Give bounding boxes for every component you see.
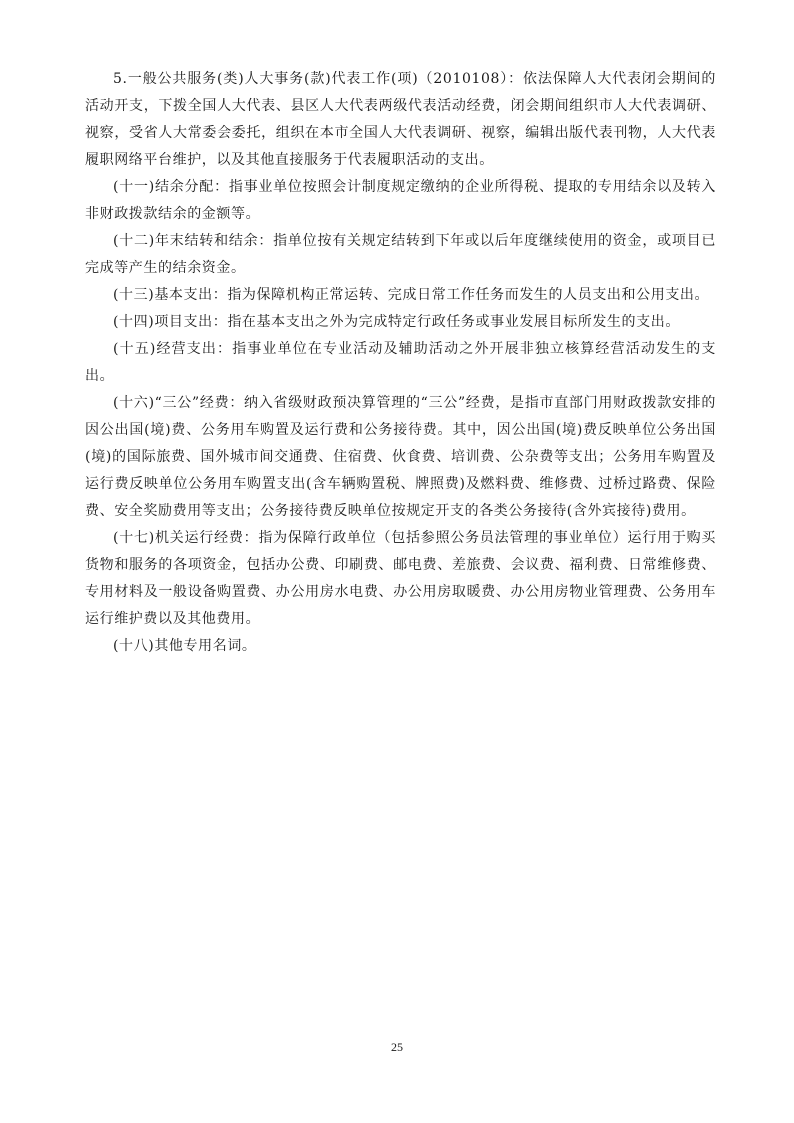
paragraph-surplus-distribution: (十一)结余分配：指事业单位按照会计制度规定缴纳的企业所得税、提取的专用结余以及转入非财政拨款结余的金额等。	[85, 179, 716, 222]
paragraph-project-expenditure: (十四)项目支出：指在基本支出之外为完成特定行政任务或事业发展目标所发生的支出。	[113, 314, 680, 330]
document-body	[85, 66, 716, 660]
paragraph-representative-work: 5.一般公共服务(类)人大事务(款)代表工作(项)（2010108）：依法保障人大代表闭会期间的活动开支，下拨全国人大代表、县区人大代表两级代表活动经费，闭会期间组织市人大代表调研、视察，受省人大常委会委托，组织在本市全国人大代表调研、视察，编辑出版代表刊物，人大代表履职网络平台维护，以及其他直接服务于代表履职活动的支出。	[85, 71, 716, 168]
paragraph-operating-expenditure: (十五)经营支出：指事业单位在专业活动及辅助活动之外开展非独立核算经营活动发生的支出。	[85, 341, 716, 384]
page-number: 25	[391, 1040, 403, 1054]
paragraph-three-public-expenses: (十六)“三公”经费：纳入省级财政预决算管理的“三公”经费，是指市直部门用财政拨款安排的因公出国(境)费、公务用车购置及运行费和公务接待费。其中，因公出国(境)费反映单位公务出国(境)的国际旅费、国外城市间交通费、住宿费、伙食费、培训费、公杂费等支出；公务用车购置及运行费反映单位公务用车购置支出(含车辆购置税、牌照费)及燃料费、维修费、过桥过路费、保险费、安全奖励费用等支出；公务接待费反映单位按规定开支的各类公务接待(含外宾接待)费用。	[85, 395, 716, 519]
paragraph-agency-operating-funds: (十七)机关运行经费：指为保障行政单位（包括参照公务员法管理的事业单位）运行用于购买货物和服务的各项资金，包括办公费、印刷费、邮电费、差旅费、会议费、福利费、日常维修费、专用材料及一般设备购置费、办公用房水电费、办公用房取暖费、办公用房物业管理费、公务用车运行维护费以及其他费用。	[85, 530, 716, 627]
paragraph-year-end-carryover: (十二)年末结转和结余：指单位按有关规定结转到下年或以后年度继续使用的资金，或项目已完成等产生的结余资金。	[85, 233, 716, 276]
paragraph-other-terms: (十八)其他专用名词。	[113, 638, 257, 654]
paragraph-basic-expenditure: (十三)基本支出：指为保障机构正常运转、完成日常工作任务而发生的人员支出和公用支出。	[113, 287, 710, 303]
